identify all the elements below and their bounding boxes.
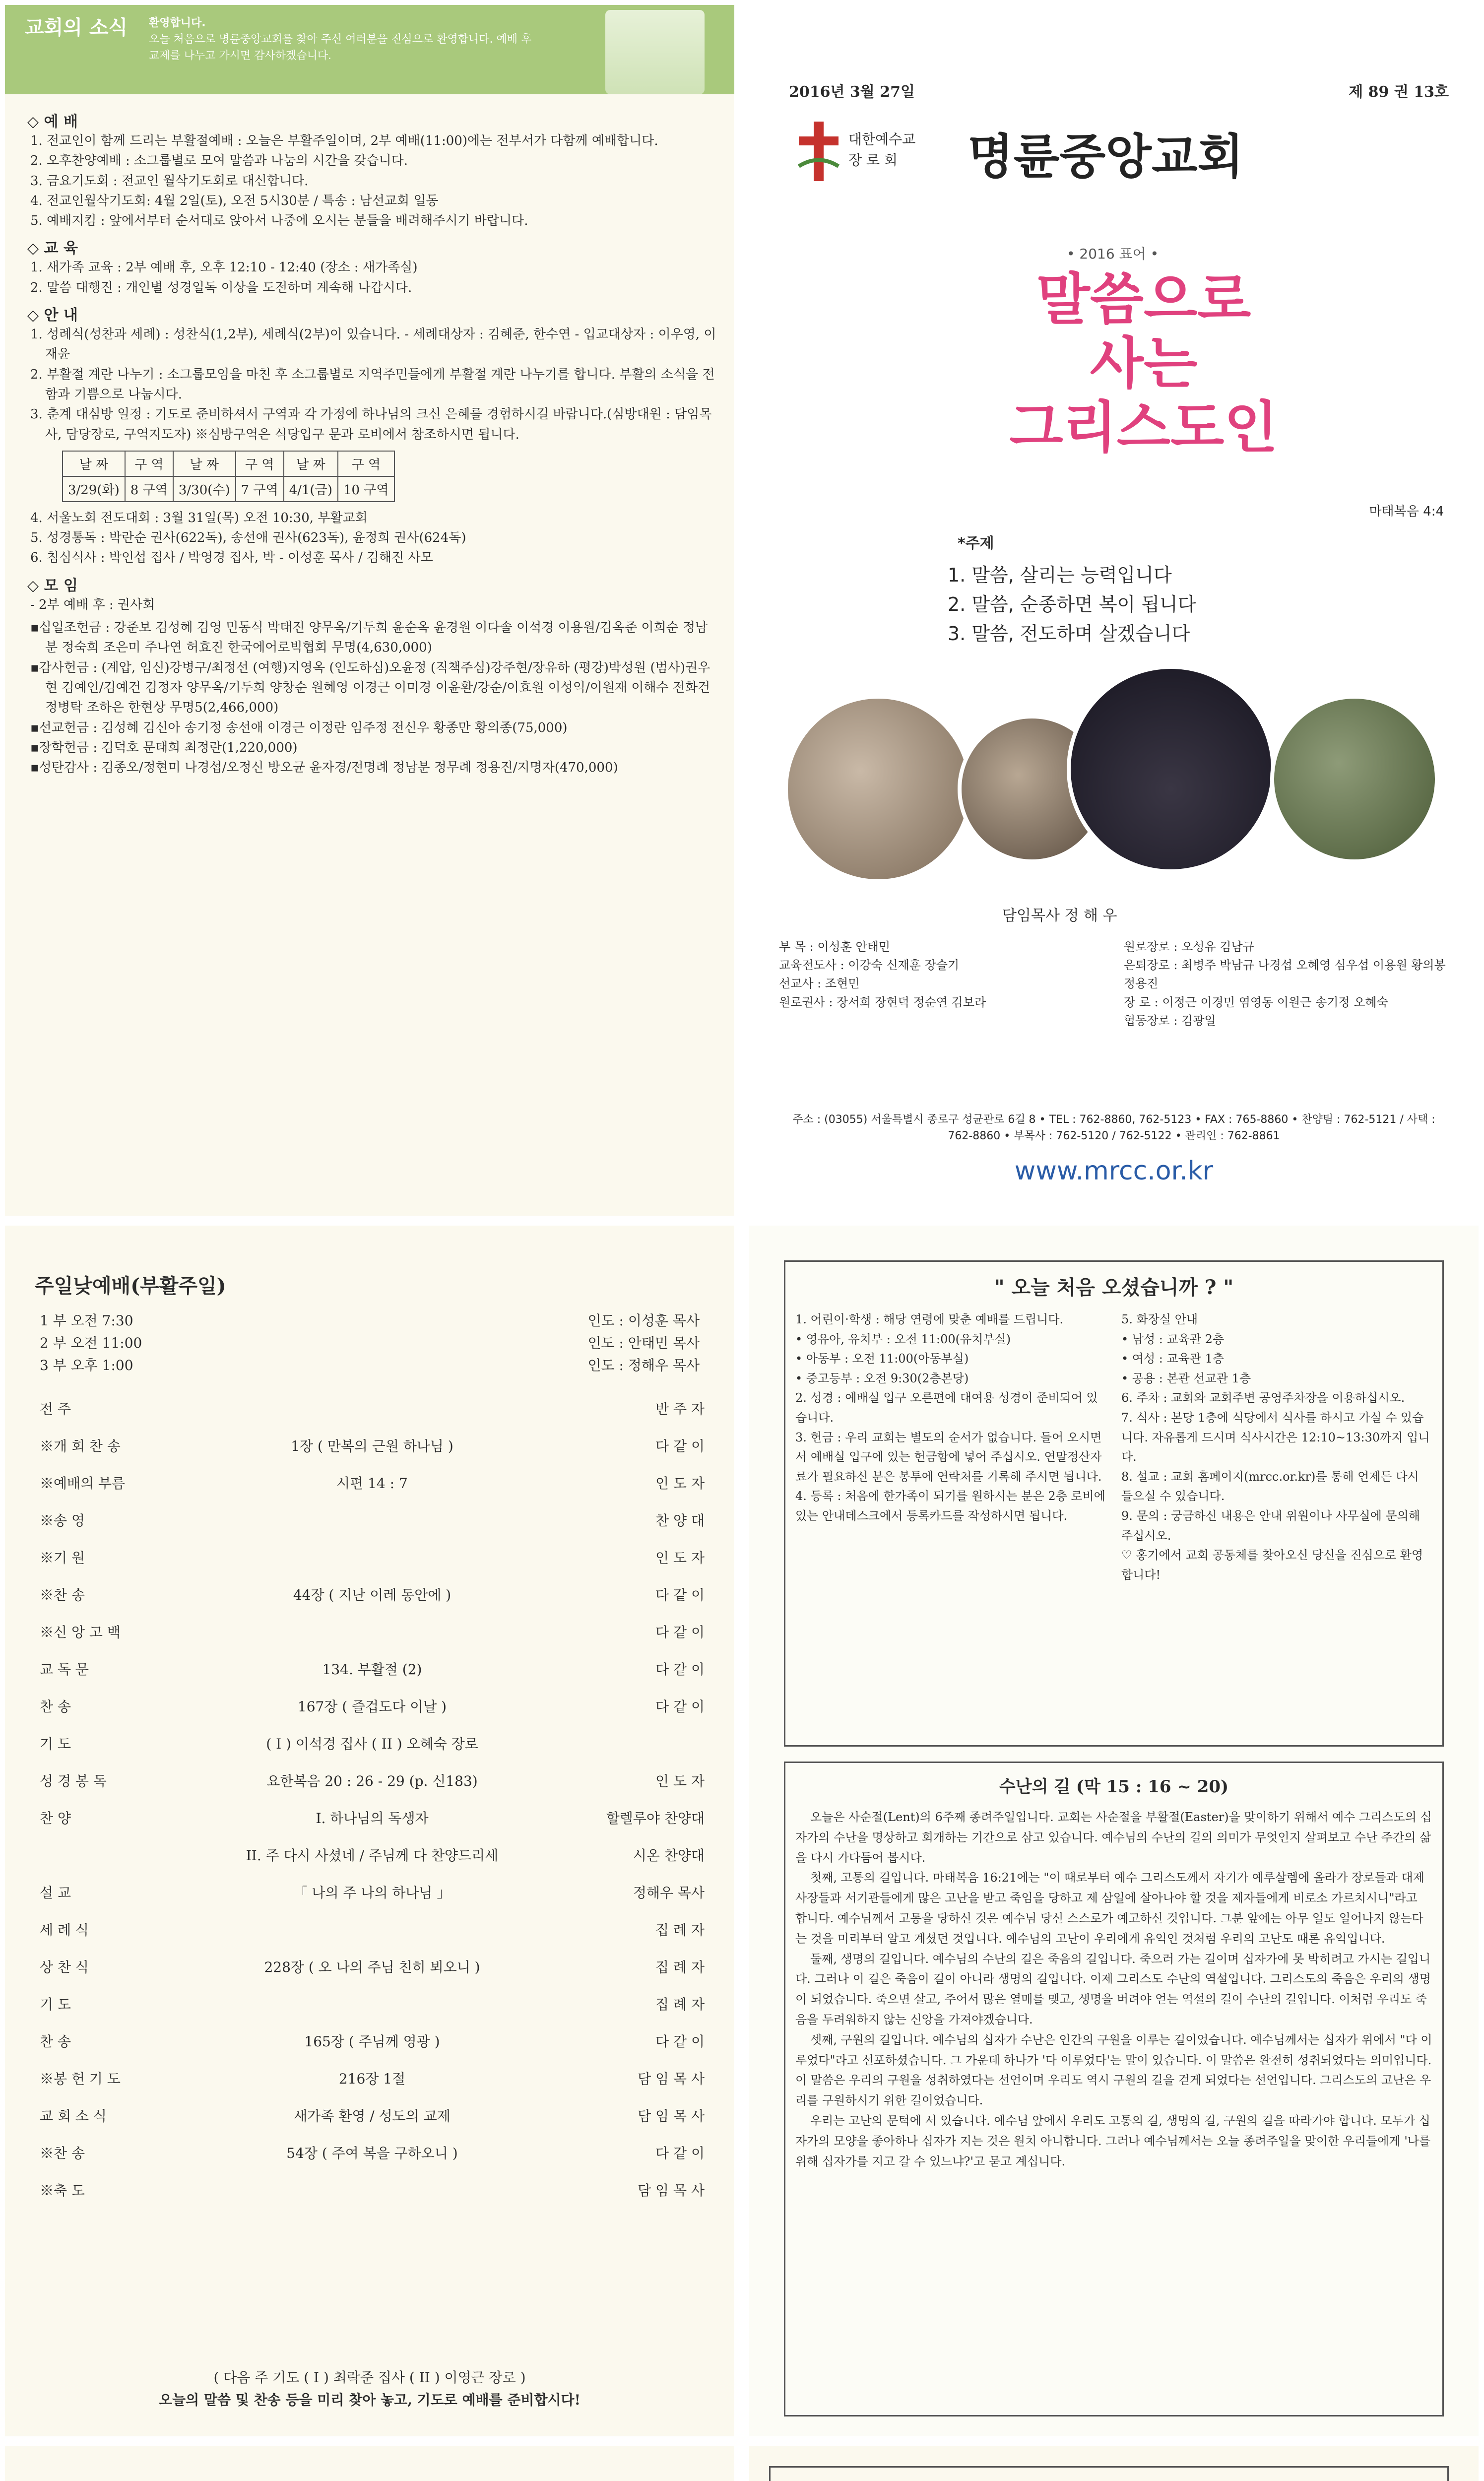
order-leader: 찬 양 대 xyxy=(655,1512,705,1529)
staff-list xyxy=(779,938,1449,1030)
sunday-worship-panel xyxy=(5,1226,734,2436)
guide-item: 3. 춘계 대심방 일정 : 기도로 준비하셔서 구역과 각 가정에 하나님의 크신 은혜를 경험하시길 바랍니다.(심방대원 : 담임목사, 담당장로, 구역지도자) ※심방구역은 식당입구 문과 로비에서 참조하시면 됩니다. xyxy=(30,407,712,442)
order-leader: 담 임 목 사 xyxy=(638,2107,705,2124)
service-time-row xyxy=(40,1355,700,1377)
worship-item: 5. 예배지킴 : 앞에서부터 순서대로 앉아서 나중에 오시는 분들을 배려해주시기 바랍니다. xyxy=(30,213,528,229)
order-leader: 정해우 목사 xyxy=(633,1884,705,1901)
worship-order-row xyxy=(40,1464,705,1501)
visitor-guide-item: • 중고등부 : 오전 9:30(2층본당) xyxy=(795,1371,969,1385)
order-leader: 인 도 자 xyxy=(655,1475,705,1492)
visitor-guide-item: 1. 어린이·학생 : 해당 연령에 맞춘 예배를 드립니다. xyxy=(795,1312,1064,1326)
education-item: 2. 말씀 대행진 : 개인별 성경일독 이상을 도전하며 계속해 나갑시다. xyxy=(30,280,412,295)
church-photos xyxy=(749,665,1479,888)
cover-panel xyxy=(749,5,1479,1216)
visit-cell: 날 짜 xyxy=(173,451,236,476)
worship-order-row xyxy=(40,1873,705,1910)
worship-order-row xyxy=(40,2059,705,2096)
visit-row xyxy=(63,476,394,502)
offering-item: ▪십일조헌금 : 강준보 김성혜 김영 민동식 박태진 양무옥/기두희 윤순옥 윤경원 이다솔 이석경 이용원/김옥준 이희순 정남분 정숙희 조은미 주나연 허효진 한국에어로빅협회 무명(4,630,000) xyxy=(30,620,708,655)
church-name: 명륜중앙교회 xyxy=(968,129,1244,185)
order-detail: 44장 ( 지난 이레 동안에 ) xyxy=(293,1586,452,1603)
order-detail: ( I ) 이석경 집사 ( II ) 오혜숙 장로 xyxy=(266,1735,478,1752)
essay-paragraph: 둘째, 생명의 길입니다. 예수님의 수난의 길은 죽음의 길입니다. 죽으러 가는 길이며 십자가에 못 박히려고 가시는 길입니다. 그러나 이 길은 죽음이 길이 아니라 생명의 길입니다. 이제 그리스도 수난의 역설입니다. 그리스도의 죽음은 우리의 생명이 되었습니다. 죽으면 살고, 주어서 많은 열매를 맺고, 생명을 버려야 얻는 역설의 길이 수난의 길입니다. 이처럼 우리도 죽음을 두려워하지 않는 신앙을 가져야겠습니다. xyxy=(795,1952,1431,2026)
education-item: 1. 새가족 교육 : 2부 예배 후, 오후 12:10 - 12:40 (장소 : 새가족실) xyxy=(30,260,418,275)
worship-item: 4. 전교인월삭기도회: 4월 2일(토), 오전 5시30분 / 특송 : 남선교회 일동 xyxy=(30,193,439,208)
essay-paragraph: 우리는 고난의 문턱에 서 있습니다. 예수님 앞에서 우리도 고통의 길, 생명의 길, 구원의 길을 따라가야 합니다. 모두가 십자가의 모양을 좋아하나 십자가 지는 것은 원치 아니합니다. 그러나 예수님께서는 오늘 종려주일을 맞이한 우리들에게 '나를 위해 십자가를 지고 갈 수 있느냐?'고 묻고 계십니다. xyxy=(795,2113,1431,2168)
visit-cell: 날 짜 xyxy=(63,451,125,476)
visitor-guide-item: • 아동부 : 오전 11:00(아동부실) xyxy=(795,1352,969,1366)
worship-order-row xyxy=(40,2134,705,2171)
subject-list xyxy=(948,561,1196,649)
website-link[interactable]: www.mrcc.or.kr xyxy=(1014,1156,1214,1186)
next-prayer: ( 다음 주 기도 ( I ) 최락준 집사 ( II ) 이영근 장로 ) xyxy=(213,2369,526,2386)
order-item: 찬 송 xyxy=(40,2033,71,2050)
subject-item: 2. 말씀, 순종하면 복이 됩니다 xyxy=(948,593,1196,615)
worship-order-row xyxy=(40,1948,705,1985)
visit-cell: 3/30(수) xyxy=(173,476,236,502)
subject-label: *주제 xyxy=(958,535,994,552)
offering-item: ▪장학헌금 : 김덕호 문태희 최정란(1,220,000) xyxy=(30,740,298,755)
visit-cell: 날 짜 xyxy=(284,451,338,476)
pastor-essay-box xyxy=(784,1762,1444,2416)
order-item: 성 경 봉 독 xyxy=(40,1772,107,1789)
guide-item: 4. 서울노회 전도대회 : 3월 31일(목) 오전 10:30, 부활교회 xyxy=(30,510,368,525)
staff-line: 선교사 : 조현민 xyxy=(779,977,860,991)
order-leader: 다 같 이 xyxy=(655,1698,705,1715)
worship-order-row xyxy=(40,1501,705,1538)
visitor-guide-item: 8. 설교 : 교회 홈페이지(mrcc.or.kr)를 통해 언제든 다시 들으실 수 있습니다. xyxy=(1121,1469,1419,1503)
visit-cell: 7 구역 xyxy=(236,476,284,502)
order-detail: 새가족 환영 / 성도의 교제 xyxy=(294,2107,451,2124)
order-leader: 집 례 자 xyxy=(655,1996,705,2013)
service-time: 3 부 오후 1:00 xyxy=(40,1357,133,1373)
theme-line: 그리스도인 xyxy=(1009,395,1278,460)
guide-item: 2. 부활절 계란 나누기 : 소그룹모임을 마친 후 소그룹별로 지역주민들에게 부활절 계란 나누기를 합니다. 부활의 소식을 전함과 기쁨으로 나눕시다. xyxy=(30,367,715,402)
worship-order-row xyxy=(40,1389,705,1427)
welcome-box xyxy=(149,15,536,64)
order-item: ※개 회 찬 송 xyxy=(40,1437,121,1454)
order-item: 기 도 xyxy=(40,1735,71,1752)
order-leader: 다 같 이 xyxy=(655,1661,705,1678)
offering-item: ▪성탄감사 : 김종오/정현미 나경섭/오정신 방오균 윤자경/전명례 정남분 정무례 정용진/지명자(470,000) xyxy=(30,760,618,776)
theme-line: 말씀으로 xyxy=(1036,267,1251,332)
worship-order-row xyxy=(40,1427,705,1464)
order-leader: 담 임 목 사 xyxy=(638,2182,705,2199)
visitor-guide-item: 5. 화장실 안내 xyxy=(1121,1312,1198,1326)
visitor-guide-item: 6. 주차 : 교회와 교회주변 공영주차장을 이용하십시오. xyxy=(1121,1391,1405,1405)
staff-line: 협동장로 : 김광일 xyxy=(1124,1013,1216,1028)
visitor-welcome-title: " 오늘 처음 오셨습니까 ? " xyxy=(994,1276,1234,1299)
order-item: ※축 도 xyxy=(40,2182,85,2199)
visitor-guide-item: • 영유아, 유치부 : 오전 11:00(유치부실) xyxy=(795,1332,1011,1346)
order-leader: 다 같 이 xyxy=(655,1624,705,1640)
order-detail: 228장 ( 오 나의 주님 친히 뵈오니 ) xyxy=(264,1959,480,1975)
worship-order-row xyxy=(40,1687,705,1724)
worship-item: 2. 오후찬양예배 : 소그룹별로 모여 말씀과 나눔의 시간을 갖습니다. xyxy=(30,153,408,169)
worship-order-row xyxy=(40,2022,705,2059)
order-leader: 다 같 이 xyxy=(655,1586,705,1603)
visitor-guide-item: 2. 성경 : 예배실 입구 오른편에 대여용 성경이 준비되어 있습니다. xyxy=(795,1391,1098,1425)
order-detail: 167장 ( 즐겁도다 이날 ) xyxy=(297,1698,447,1715)
prepare-note: 오늘의 말씀 및 찬송 등을 미리 찾아 놓고, 기도로 예배를 준비합시다! xyxy=(159,2391,581,2408)
visit-cell: 10 구역 xyxy=(338,476,394,502)
guide-item: 5. 성경통독 : 박란순 권사(622독), 송선애 권사(623독), 윤정희 권사(624독) xyxy=(30,530,466,546)
order-item: ※송 영 xyxy=(40,1512,85,1529)
church-address: 주소 : (03055) 서울특별시 종로구 성균관로 6길 8 • TEL : 762-8860, 762-5123 • FAX : 765-8860 • 찬양팀 : 762-5121 / 사택 : 762-8860 • 부목사 : 762-5120 / 762-5122 • 관리인 : 762-8861 xyxy=(792,1113,1435,1142)
subject-item: 3. 말씀, 전도하며 살겠습니다 xyxy=(948,622,1190,645)
guide-item: 1. 성례식(성찬과 세례) : 성찬식(1,2부), 세례식(2부)이 있습니다. - 세례대상자 : 김혜준, 한수연 - 입교대상자 : 이우영, 이재윤 xyxy=(30,327,716,362)
staff-line: 장 로 : 이정근 이경민 염영동 이원근 송기정 오혜숙 xyxy=(1124,995,1388,1009)
service-time: 1 부 오전 7:30 xyxy=(40,1312,133,1329)
service-times xyxy=(40,1310,700,1376)
visitor-guide-item: 4. 등록 : 처음에 한가족이 되기를 원하시는 분은 2층 로비에 있는 안내데스크에서 등록카드를 작성하시면 됩니다. xyxy=(795,1489,1105,1523)
visit-cell: 4/1(금) xyxy=(284,476,338,502)
essay-paragraph: 셋째, 구원의 길입니다. 예수님의 십자가 수난은 인간의 구원을 이루는 길이었습니다. 예수님께서는 십자가 위에서 "다 이루었다"라고 선포하셨습니다. 그 가운데 하나가 '다 이루었다'는 말이 있습니다. 이 말씀은 완전히 성취되었다는 의미입니다. 이 말씀은 우리의 구원을 성취하였다는 선언이며 우리도 역시 구원의 길을 걷게 되었다는 선언입니다. 그리스도의 고난은 우리를 구원하시기 위한 길이었습니다. xyxy=(795,2032,1432,2108)
order-item: 설 교 xyxy=(40,1884,71,1901)
year-motto-label: • 2016 표어 • xyxy=(1067,246,1159,262)
church-news-panel xyxy=(5,5,734,1216)
order-item: ※신 앙 고 백 xyxy=(40,1624,121,1640)
visitor-guide-item: 9. 문의 : 궁금하신 내용은 안내 위원이나 사무실에 문의해 주십시오. xyxy=(1121,1508,1420,1543)
essay-title: 수난의 길 (막 15 : 16 ~ 20) xyxy=(999,1777,1229,1797)
visit-cell: 8 구역 xyxy=(125,476,173,502)
worship-order-row xyxy=(40,2171,705,2208)
visitor-guide-item: • 공용 : 본관 선교관 1층 xyxy=(1121,1371,1251,1385)
offering-item: ▪감사헌금 : (계압, 임신)강병구/최정선 (여행)지영옥 (인도하심)오윤정 (직책주심)강주현/장유하 (평강)박성원 (범사)권우현 김예인/김예건 김정자 양무옥/기두희 양창순 원혜영 이경근 이미경 이윤환/강순/이효원 이성익/이원재 이해수 전화건 정병탁 조하은 한현상 무명5(2,466,000) xyxy=(30,660,710,716)
order-detail: 1장 ( 만복의 근원 하나님 ) xyxy=(291,1437,453,1454)
bulletin-date: 2016년 3월 27일 xyxy=(789,83,915,101)
visitor-welcome-box xyxy=(784,1260,1444,1747)
denomination-line: 장 로 회 xyxy=(848,152,898,168)
worship-order-row xyxy=(40,1650,705,1687)
visitor-guide-item: 3. 헌금 : 우리 교회는 별도의 순서가 없습니다. 들어 오시면서 예배실 입구에 있는 헌금함에 넣어 주십시오. 연말정산자료가 필요하신 분은 봉투에 연락처를 기록해 주시면 됩니다. xyxy=(795,1430,1102,1484)
order-item: ※예배의 부름 xyxy=(40,1475,126,1492)
visitor-guide-item: 7. 식사 : 본당 1층에 식당에서 식사를 하시고 가실 수 있습니다. 자유롭게 드시며 식사시간은 12:10~13:30까지 입니다. xyxy=(1121,1410,1430,1464)
service-time: 2 부 오전 11:00 xyxy=(40,1334,142,1351)
section-meeting: ◇ 모 임 xyxy=(27,577,78,594)
order-leader: 반 주 자 xyxy=(655,1400,705,1417)
guide-item: 6. 침심식사 : 박인섭 집사 / 박영경 집사, 박 - 이성훈 목사 / 김해진 사모 xyxy=(30,550,433,566)
service-leader: 인도 : 안태민 목사 xyxy=(587,1334,700,1351)
order-item: 기 도 xyxy=(40,1996,71,2013)
order-leader: 집 례 자 xyxy=(655,1959,705,1975)
worship-order-row xyxy=(40,1575,705,1613)
order-leader: 담 임 목 사 xyxy=(638,2070,705,2087)
order-item: ※봉 헌 기 도 xyxy=(40,2070,121,2087)
subject-item: 1. 말씀, 살리는 능력입니다 xyxy=(948,564,1172,586)
service-leader: 인도 : 이성훈 목사 xyxy=(587,1312,700,1329)
theme-verse: 마태복음 4:4 xyxy=(1369,504,1444,519)
staff-line: 교육전도사 : 이강숙 신재훈 장슬기 xyxy=(779,958,960,973)
service-leader: 인도 : 정해우 목사 xyxy=(587,1357,700,1373)
theme-line: 사는 xyxy=(1090,331,1198,396)
worship-order-row xyxy=(40,1762,705,1799)
order-detail: II. 주 다시 사셨네 / 주님께 다 찬양드리세 xyxy=(246,1847,499,1864)
order-leader: 집 례 자 xyxy=(655,1921,705,1938)
visit-cell: 구 역 xyxy=(236,451,284,476)
order-leader: 시온 찬양대 xyxy=(633,1847,705,1864)
order-item: ※기 원 xyxy=(40,1549,85,1566)
offering-item: ▪선교헌금 : 김성혜 김신아 송기정 송선애 이경근 이정란 임주정 전신우 황종만 황의종(75,000) xyxy=(30,720,568,735)
visit-cell: 구 역 xyxy=(125,451,173,476)
order-detail: 216장 1절 xyxy=(338,2070,406,2087)
year-theme xyxy=(982,268,1305,459)
worship-order-row xyxy=(40,2096,705,2134)
worship-item: 3. 금요기도회 : 전교인 월삭기도회로 대신합니다. xyxy=(30,173,309,189)
order-detail: 시편 14 : 7 xyxy=(336,1475,408,1492)
worship-order-row xyxy=(40,1613,705,1650)
worship-item: 1. 전교인이 함께 드리는 부활절예배 : 오늘은 부활주일이며, 2부 예배(11:00)에는 전부서가 다함께 예배합니다. xyxy=(30,133,658,148)
order-item: 전 주 xyxy=(40,1400,71,1417)
order-leader: 다 같 이 xyxy=(655,2033,705,2050)
order-item: 찬 양 xyxy=(40,1810,71,1827)
denomination-line: 대한예수교 xyxy=(848,131,916,147)
calendar-title xyxy=(780,2478,1437,2481)
bulletin-issue: 제 89 권 13호 xyxy=(1349,83,1449,101)
welcome-text: 오늘 처음으로 명륜중앙교회를 찾아 주신 여러분을 진심으로 환영합니다. 예배 후 교제를 나누고 가시면 감사하겠습니다. xyxy=(149,33,532,62)
april-calendar-box xyxy=(769,2466,1449,2481)
jesus-illustration xyxy=(605,10,705,94)
order-detail: 54장 ( 주여 복을 구하오니 ) xyxy=(286,2145,458,2161)
worship-hall-photo xyxy=(1067,665,1275,873)
visit-cell: 구 역 xyxy=(338,451,394,476)
schedule-missions-panel xyxy=(749,2446,1479,2481)
worship-order xyxy=(40,1389,705,2208)
visit-cell: 3/29(화) xyxy=(63,476,125,502)
staff-line: 은퇴장로 : 최병주 박남규 나경섭 오혜영 심우섭 이용원 황의봉 정용진 xyxy=(1124,958,1446,991)
worship-order-row xyxy=(40,1985,705,2022)
church-building-photo xyxy=(784,695,972,883)
order-leader: 다 같 이 xyxy=(655,1437,705,1454)
church-cross-logo xyxy=(794,119,843,184)
essay-paragraph: 첫째, 고통의 길입니다. 마태복음 16:21에는 "이 때로부터 예수 그리스도께서 자기가 예루살렘에 올라가 장로들과 대제사장들과 서기관들에게 많은 고난을 받고 죽임을 당하고 제 삼일에 살아나야 할 것을 제자들에게 비로소 가르치시니"라고 합니다. 예수님께서 고통을 당하신 것은 예수님 당신 스스로가 예고하신 것입니다. 그분 앞에는 아무 일도 일어나지 않는다는 것을 미리부터 알고 계셨던 것입니다. 예수님의 고난이 우리에게 유익인 것처럼 우리의 고난도 때론 유익입니다. xyxy=(795,1871,1424,1946)
senior-pastor: 담임목사 정 해 우 xyxy=(1002,907,1117,924)
section-guide: ◇ 안 내 xyxy=(27,307,78,325)
order-detail: 165장 ( 주님께 영광 ) xyxy=(304,2033,440,2050)
order-item: 세 례 식 xyxy=(40,1921,89,1938)
visitor-guide-item: ♡ 홍기에서 교회 공동체를 찾아오신 당신을 진심으로 환영합니다! xyxy=(1121,1548,1423,1582)
order-item: 교 회 소 식 xyxy=(40,2107,107,2124)
staff-line: 원로장로 : 오성유 김남규 xyxy=(1124,940,1254,954)
weekday-worship-panel xyxy=(5,2446,734,2481)
section-education: ◇ 교 육 xyxy=(27,240,78,258)
news-body xyxy=(27,104,717,778)
order-leader: 인 도 자 xyxy=(655,1772,705,1789)
worship-order-row xyxy=(40,1799,705,1836)
sunday-worship-title: 주일낮예배(부활주일) xyxy=(35,1274,226,1298)
worship-order-row xyxy=(40,1538,705,1575)
order-item: ※찬 송 xyxy=(40,2145,85,2161)
denomination xyxy=(848,129,915,171)
order-leader: 할렐루야 찬양대 xyxy=(606,1810,705,1827)
order-item: 찬 송 xyxy=(40,1698,71,1715)
fellowship-photo xyxy=(1270,695,1439,863)
order-leader: 다 같 이 xyxy=(655,2145,705,2161)
staff-line: 부 목 : 이성훈 안태민 xyxy=(779,940,891,954)
news-box-title: 교회의 소식 xyxy=(25,16,128,39)
meeting-note: - 2부 예배 후 : 권사회 xyxy=(30,597,155,612)
order-detail: I. 하나님의 독생자 xyxy=(316,1810,429,1827)
order-leader: 인 도 자 xyxy=(655,1549,705,1566)
service-time-row xyxy=(40,1310,700,1332)
visit-schedule-table xyxy=(62,451,395,502)
order-detail: 134. 부활절 (2) xyxy=(322,1661,422,1678)
order-detail: 요한복음 20 : 26 - 29 (p. 신183) xyxy=(266,1772,478,1789)
visitor-guide-item: • 여성 : 교육관 1층 xyxy=(1121,1352,1225,1366)
service-time-row xyxy=(40,1332,700,1355)
worship-order-row xyxy=(40,1836,705,1873)
visitor-guide-item: • 남성 : 교육관 2층 xyxy=(1121,1332,1225,1346)
staff-line: 원로권사 : 장서희 장현덕 정순연 김보라 xyxy=(779,995,986,1009)
worship-order-row xyxy=(40,1724,705,1762)
visit-row xyxy=(63,451,394,476)
section-worship: ◇ 예 배 xyxy=(27,113,78,131)
news-header xyxy=(5,5,734,94)
essay-paragraph: 오늘은 사순절(Lent)의 6주째 종려주일입니다. 교회는 사순절을 부활절(Easter)을 맞이하기 위해서 예수 그리스도의 십자가의 수난을 명상하고 회개하는 기간으로 삼고 있습니다. 예수님의 수난의 길의 의미가 무엇인지 살펴보고 수난 주간의 삶을 다시 가다듬어 봅시다. xyxy=(795,1810,1432,1865)
worship-footer xyxy=(40,2367,700,2412)
worship-order-row xyxy=(40,1910,705,1948)
order-detail: 「 나의 주 나의 하나님 」 xyxy=(293,1884,451,1901)
welcome-title: 환영합니다. xyxy=(149,17,206,29)
welcome-essay-panel xyxy=(749,1226,1479,2436)
order-item: 교 독 문 xyxy=(40,1661,89,1678)
order-item: 상 찬 식 xyxy=(40,1959,89,1975)
order-item: ※찬 송 xyxy=(40,1586,85,1603)
